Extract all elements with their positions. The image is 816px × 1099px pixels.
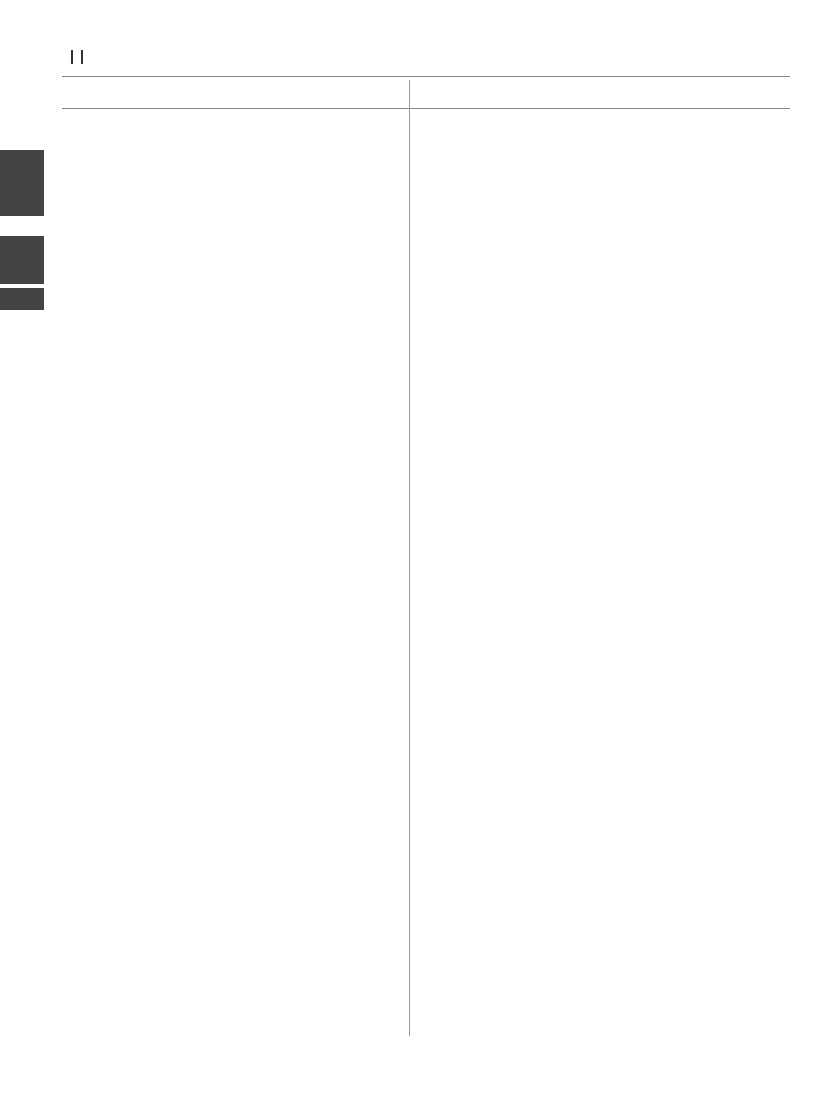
side-tab-level bbox=[0, 150, 44, 216]
page-header bbox=[67, 49, 87, 64]
header-rule bbox=[62, 76, 790, 77]
column-divider bbox=[409, 80, 410, 1036]
side-tab-letter bbox=[0, 288, 44, 310]
side-tab-type bbox=[0, 236, 44, 284]
column-header-rule bbox=[62, 108, 790, 109]
